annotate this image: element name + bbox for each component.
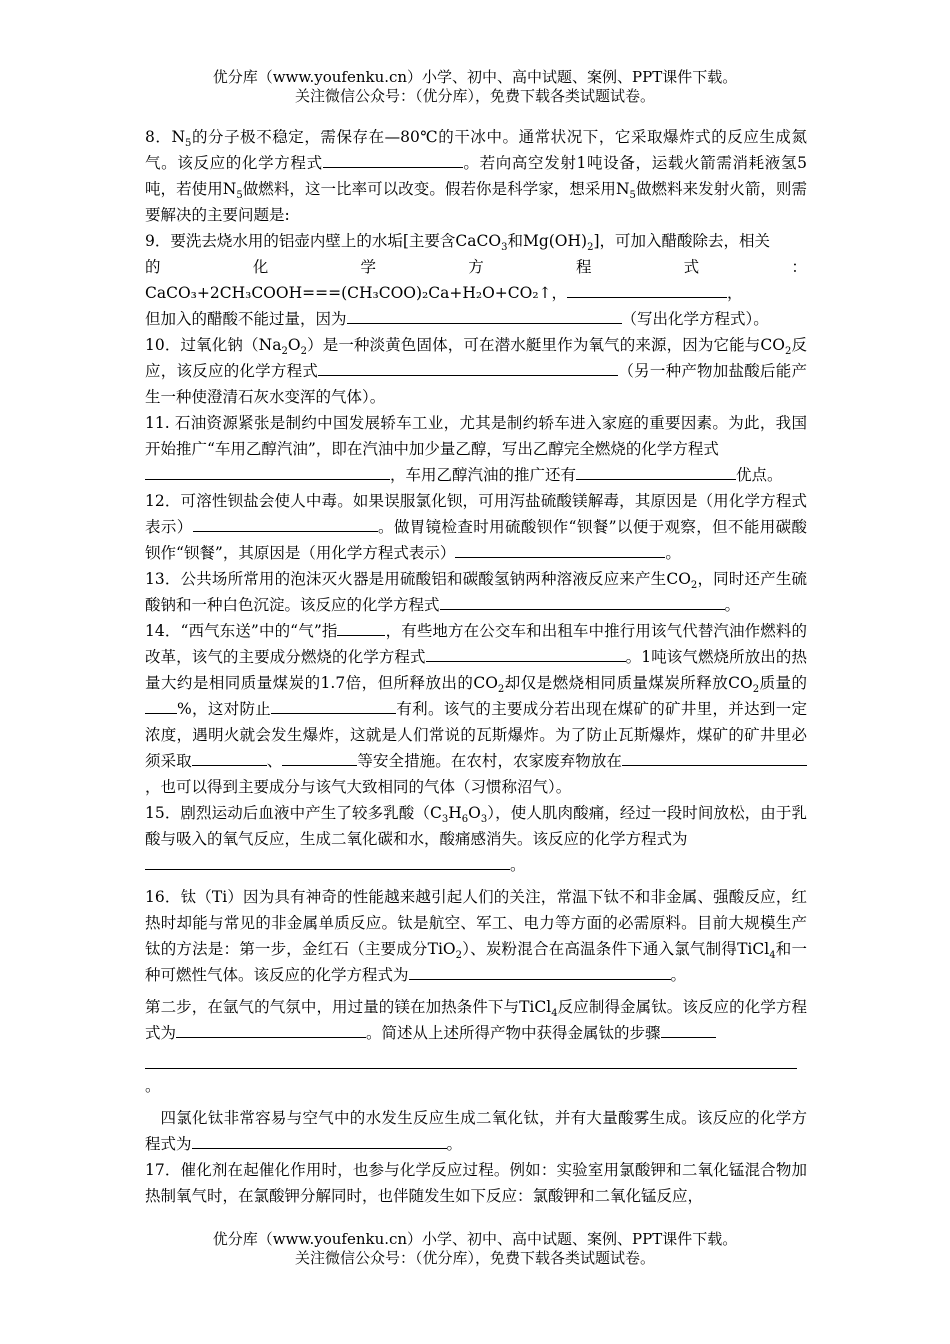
answer-blank[interactable] — [192, 748, 267, 766]
answer-blank[interactable] — [661, 1020, 716, 1038]
answer-blank[interactable] — [622, 748, 807, 766]
answer-blank[interactable] — [271, 696, 396, 714]
answer-blank[interactable] — [323, 150, 463, 168]
question-13: 13．公共场所常用的泡沫灭火器是用硫酸铝和碳酸氢钠两种溶液反应来产生$CO_2$，同时还产生硫酸钠和一种白色沉淀。该反应的化学方程式 。 — [145, 570, 807, 614]
answer-blank[interactable] — [455, 540, 665, 558]
question-15: 15．剧烈运动后血液中产生了较多乳酸$(C_3H_6O_3)$，使人肌肉酸痛，经过一段时间放松，由于乳酸与吸入的氧气反应，生成二氧化碳和水，酸痛感消失。该反应的化学方程式为 — [145, 804, 807, 848]
question-15-answer-line: 。 — [145, 852, 807, 878]
answer-blank[interactable] — [576, 462, 736, 480]
question-11: 11. 石油资源紧张是制约中国发展轿车工业，尤其是制约轿车进入家庭的重要因素。为此，我国开始推广“车用乙醇汽油”，即在汽油中加少量乙醇，写出乙醇完全燃烧的化学方程式 — [145, 414, 807, 458]
question-9: 9．要洗去烧水用的铝壶内壁上的水垢[主要含CaCO$_3$和$Mg(OH)_2$]，可加入醋酸除去，相关 — [145, 232, 771, 254]
footer-line-2: 关注微信公众号：（优分库），免费下载各类试题试卷。 — [294, 1249, 655, 1267]
answer-blank[interactable] — [145, 462, 390, 480]
page-footer — [0, 1230, 950, 1268]
answer-blank[interactable] — [145, 696, 177, 714]
answer-blank[interactable] — [337, 618, 385, 636]
page-header — [0, 68, 950, 106]
question-content — [145, 124, 807, 1209]
question-9-tail: 但加入的醋酸不能过量，因为 （写出化学方程式）。 — [145, 306, 807, 332]
question-9-equation: CaCO₃+2CH₃COOH===(CH₃COO)₂Ca+H₂O+CO₂↑， ， — [145, 280, 807, 306]
question-17: 17．催化剂在起催化作用时，也参与化学反应过程。例如：实验室用氯酸钾和二氧化锰混合物加热制氧气时，在氯酸钾分解同时，也伴随发生如下反应：氯酸钾和二氧化锰反应， — [145, 1161, 807, 1205]
answer-blank[interactable] — [440, 592, 725, 610]
answer-blank[interactable] — [619, 962, 671, 980]
question-8: 8．$N_5$的分子极不稳定，需保存在—80℃的干冰中。通常状况下，它采取爆炸式的反应生成氮气。该反应的化学方程式 。若向高空发射1吨设备，运载火箭需消耗液氢5吨，若使用$N_5$做燃料，这一比率可以改变。假若你是科学家，想采用$N_5$做燃料来发射火箭，则需要解决的主要问题是: — [145, 128, 807, 224]
question-16-end: 。 — [145, 1077, 161, 1095]
answer-blank[interactable] — [193, 514, 378, 532]
question-14: 14．“西气东送”中的“气”指 ，有些地方在公交车和出租车中推行用该气代替汽油作燃料的改革，该气的主要成分燃烧的化学方程式 。1吨该气燃烧所放出的热量大约是相同质量煤炭的1.7倍，但所释放出的$CO_2$却仅是燃烧相同质量煤炭所释放$CO_2$质量的%，这对防止 有利。该气的主要成分若出现在煤矿的矿井里，并达到一定浓度，遇明火就会发生爆炸，这就是人们常说的瓦斯爆炸。为了防止瓦斯爆炸，煤矿的矿井里必须采取 、 等安全措施。在农村，农家废弃物放在，也可以得到主要成分与该气大致相同的气体（习惯称沼气）。 — [145, 618, 807, 800]
answer-blank[interactable] — [282, 748, 357, 766]
answer-blank[interactable] — [176, 1020, 366, 1038]
question-11-tail: ，车用乙醇汽油的推广还有 优点。 — [145, 462, 807, 488]
header-line-2: 关注微信公众号：（优分库），免费下载各类试题试卷。 — [294, 87, 655, 105]
answer-line[interactable] — [145, 1046, 797, 1069]
answer-blank[interactable] — [192, 1131, 447, 1149]
question-16: 16．钛（Ti）因为具有神奇的性能越来越引起人们的关注，常温下钛不和非金属、强酸反应，红热时却能与常见的非金属单质反应。钛是航空、军工、电力等方面的必需原料。目前大规模生产钛的方法是：第一步，金红石（主要成分TiO$_2$）、炭粉混合在高温条件下通入氯气制得TiCl$_4$和一种可燃性气体。该反应的化学方程式为 。 — [145, 888, 807, 984]
header-line-1: 优分库（www.youfenku.cn）小学、初中、高中试题、案例、PPT课件下载。 — [212, 68, 738, 86]
answer-blank[interactable] — [567, 280, 727, 298]
footer-line-1: 优分库（www.youfenku.cn）小学、初中、高中试题、案例、PPT课件下载。 — [212, 1230, 738, 1248]
answer-blank[interactable] — [145, 852, 510, 870]
answer-blank[interactable] — [347, 306, 622, 324]
answer-blank[interactable] — [426, 644, 626, 662]
answer-blank[interactable] — [318, 358, 618, 376]
question-16-step2: 第二步，在氩气的气氛中，用过量的镁在加热条件下与TiCl$_4$反应制得金属钛。该反应的化学方程式为 。简述从上述所得产物中获得金属钛的步骤 — [145, 998, 807, 1042]
question-16-tail: 四氯化钛非常容易与空气中的水发生反应生成二氧化钛，并有大量酸雾生成。该反应的化学方程式为 。 — [145, 1109, 807, 1153]
question-9-spread-line: 的 化 学 方 程 式 ： — [145, 258, 807, 276]
question-12: 12．可溶性钡盐会使人中毒。如果误服氯化钡，可用泻盐硫酸镁解毒，其原因是（用化学方程式表示） 。做胃镜检查时用硫酸钡作“钡餐”以便于观察，但不能用碳酸钡作“钡餐”，其原因是（用化学方程式表示） 。 — [145, 492, 807, 562]
answer-blank[interactable] — [409, 962, 619, 980]
question-10: 10．过氧化钠$(Na_2O_2)$是一种淡黄色固体，可在潜水艇里作为氧气的来源，因为它能与$CO_2$反应，该反应的化学方程式 （另一种产物加盐酸后能产生一种使澄清石灰水变浑的气体）。 — [145, 336, 807, 406]
